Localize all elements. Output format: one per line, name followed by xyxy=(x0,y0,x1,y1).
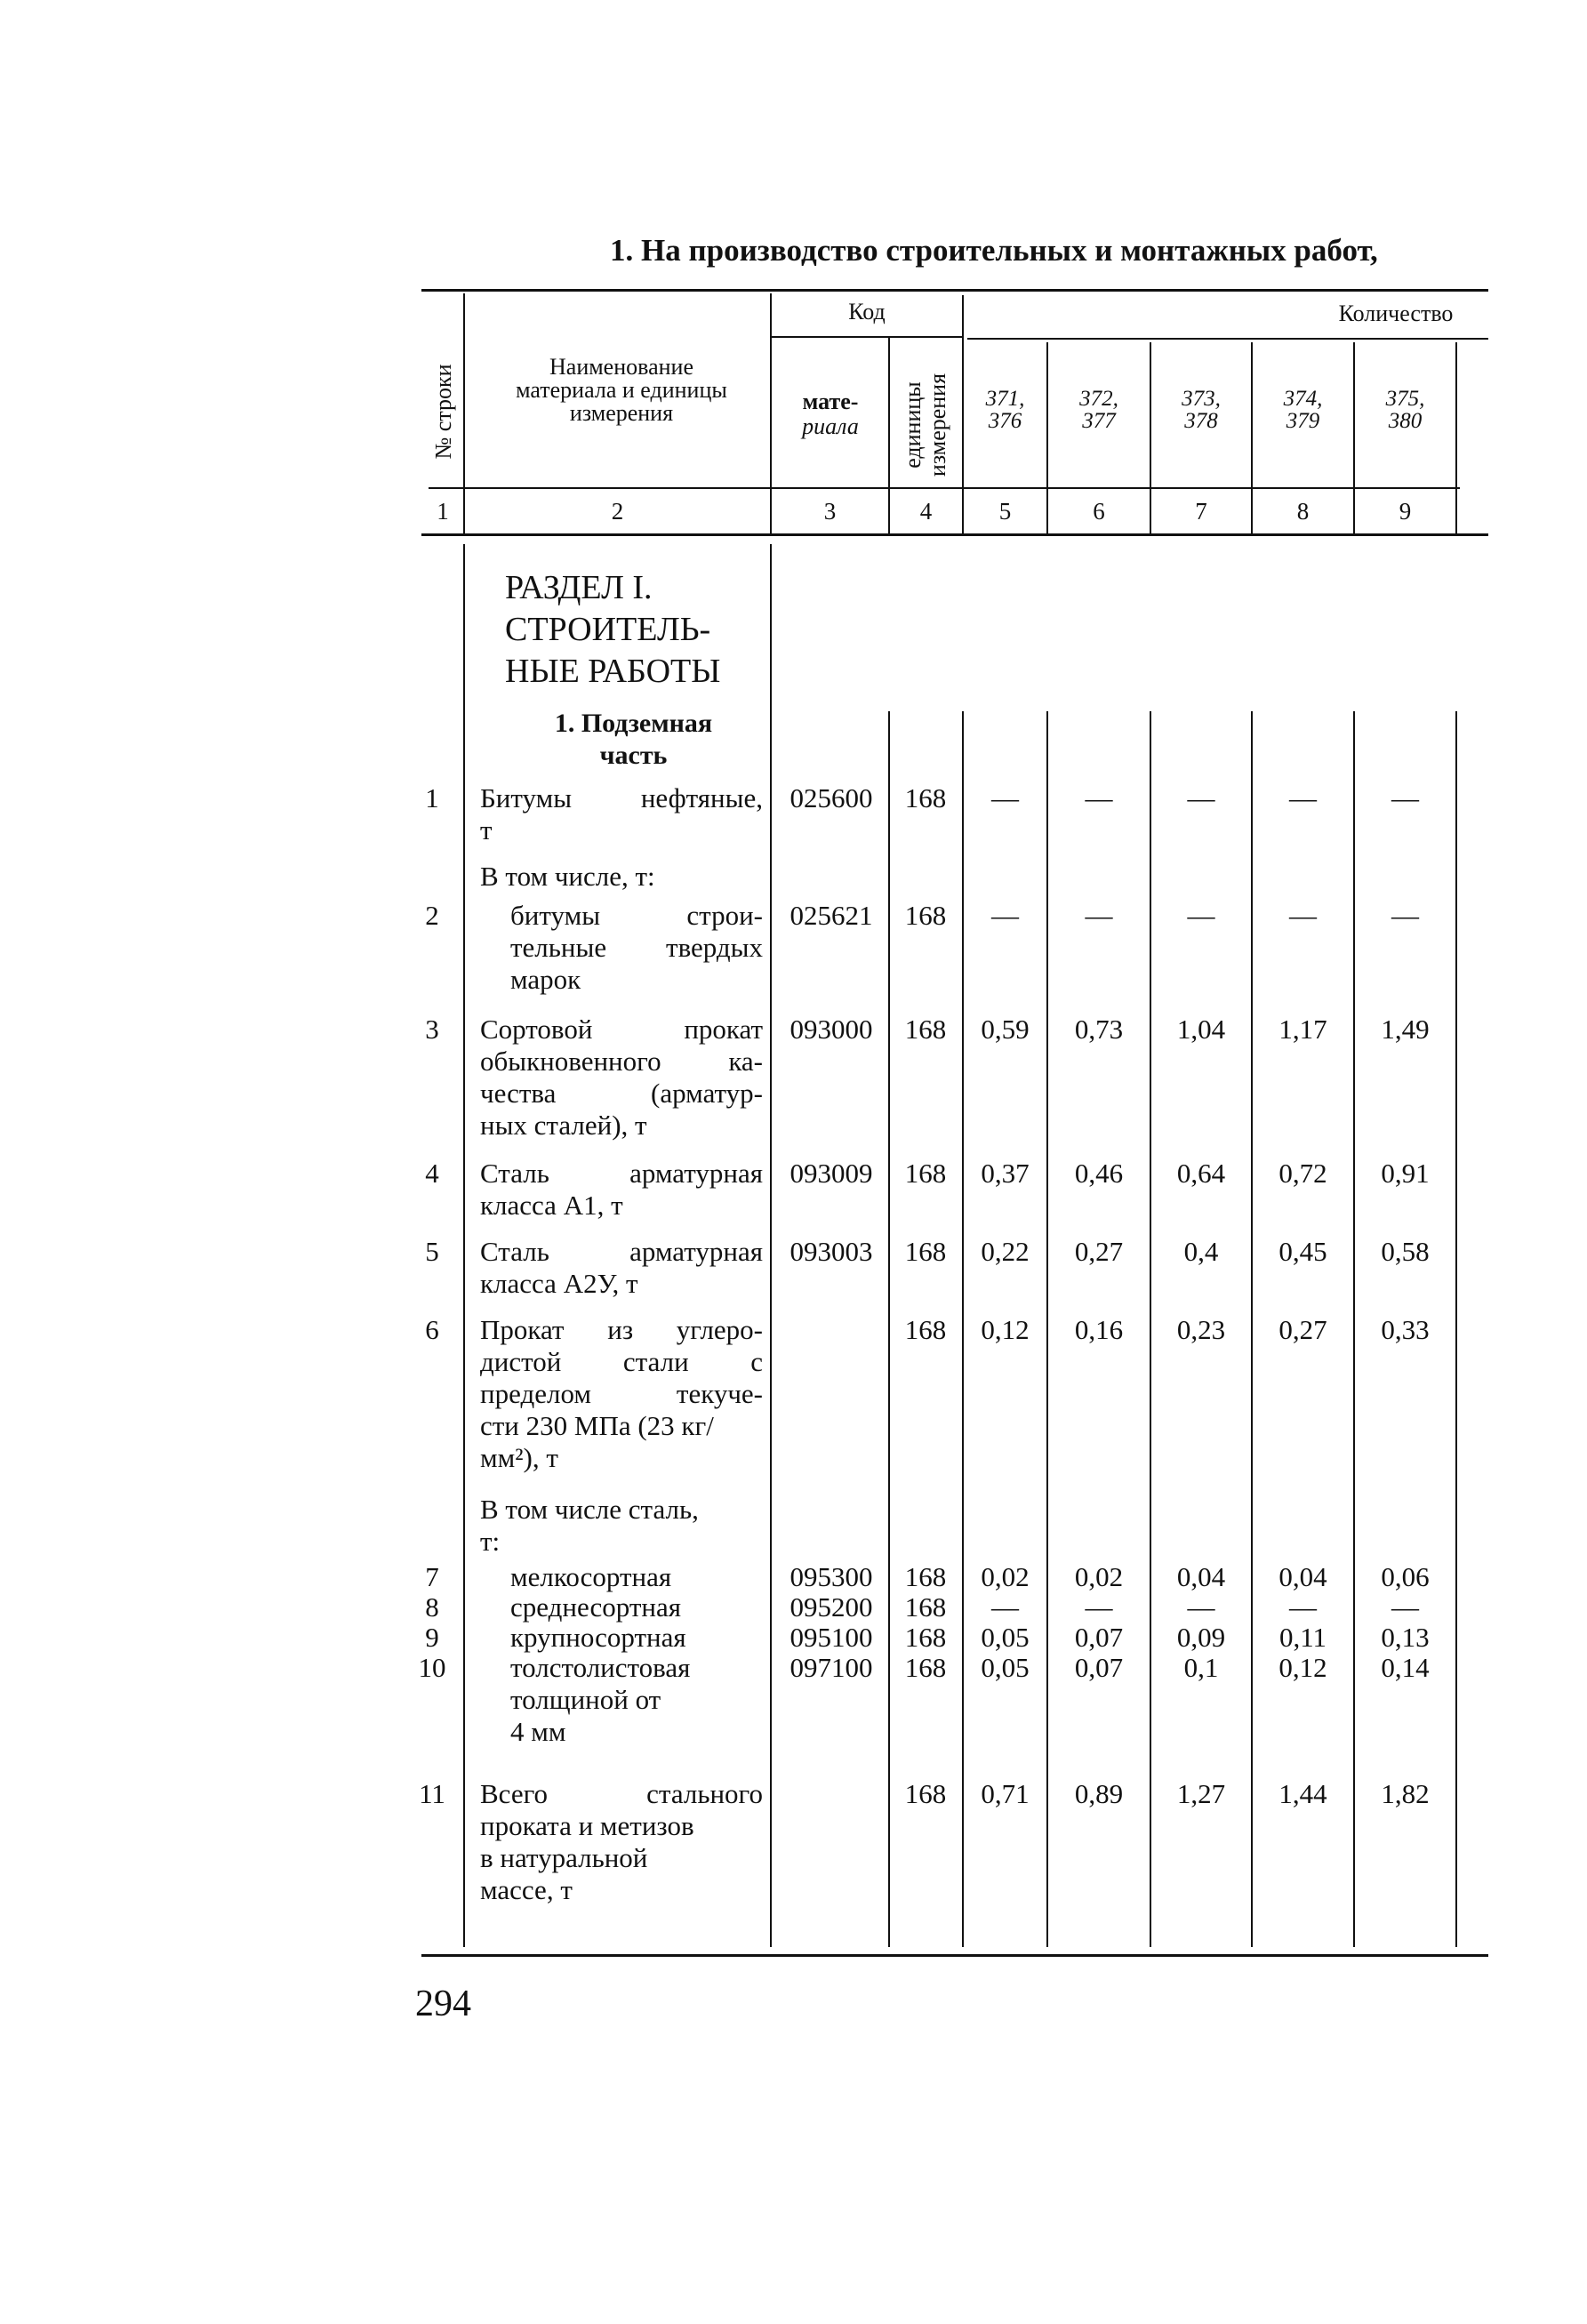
row-name-line: Прокат из углеро- xyxy=(480,1314,763,1345)
row-name-line: марок xyxy=(510,964,581,995)
header-quantity-line: 380 xyxy=(1388,409,1423,433)
row-name xyxy=(480,1778,763,1906)
row-value: — xyxy=(1085,900,1113,931)
row-value: 0,09 xyxy=(1176,1622,1226,1653)
row-code: 095100 xyxy=(789,1622,873,1653)
body-divider-1-2 xyxy=(463,544,465,1947)
row-value: 0,23 xyxy=(1176,1314,1226,1345)
header-code-material xyxy=(773,389,887,439)
header-quantity-line: 378 xyxy=(1184,409,1218,433)
row-value: 0,14 xyxy=(1381,1652,1430,1683)
row-value: 0,07 xyxy=(1074,1622,1124,1653)
row-number: 8 xyxy=(425,1591,439,1623)
row-value: 0,12 xyxy=(981,1314,1030,1345)
header-name xyxy=(480,356,763,425)
row-value: — xyxy=(1289,782,1317,813)
column-number: 2 xyxy=(611,498,624,525)
row-code: 025600 xyxy=(789,782,873,813)
row-value: — xyxy=(1187,782,1215,813)
row-unit: 168 xyxy=(904,1652,947,1683)
row-name-line: сти 230 МПа xyxy=(480,1410,631,1441)
header-name-line: материала и единицы xyxy=(516,377,727,403)
row-number: 6 xyxy=(425,1314,439,1345)
header-quantity-col-9 xyxy=(1355,388,1455,432)
row-name-line: 4 мм xyxy=(510,1716,566,1747)
row-value: 1,49 xyxy=(1381,1014,1430,1045)
row-name xyxy=(480,861,763,893)
header-quantity: Количество xyxy=(1338,301,1454,326)
subsection-title-line: часть xyxy=(599,741,668,770)
section-title-line: НЫЕ РАБОТЫ xyxy=(505,653,721,690)
row-value: 0,04 xyxy=(1176,1561,1226,1592)
row-value: 0,12 xyxy=(1278,1652,1327,1683)
row-value: — xyxy=(1085,1591,1113,1623)
column-number: 6 xyxy=(1093,498,1105,525)
row-name xyxy=(480,1314,763,1474)
row-code: 093003 xyxy=(789,1236,873,1267)
row-name-line: т: xyxy=(480,1526,501,1557)
row-name-line: класса А2У, т xyxy=(480,1268,638,1299)
row-unit: 168 xyxy=(904,1014,947,1045)
row-value: 0,06 xyxy=(1381,1561,1430,1592)
header-code-material-line: риала xyxy=(802,413,859,439)
header-quantity-line: 376 xyxy=(988,409,1022,433)
row-value: 0,46 xyxy=(1074,1158,1124,1189)
column-number: 3 xyxy=(823,498,837,525)
row-name-line: т xyxy=(480,814,493,845)
row-unit: 168 xyxy=(904,1622,947,1653)
row-name-line: Битумы нефтяные, xyxy=(480,782,763,813)
header-quantity-line: 372, xyxy=(1079,387,1118,411)
row-code: 095300 xyxy=(789,1561,873,1592)
row-name xyxy=(510,1591,763,1623)
row-value: 0,4 xyxy=(1183,1236,1219,1267)
row-value: 0,64 xyxy=(1176,1158,1226,1189)
section-title xyxy=(505,567,720,693)
row-number: 5 xyxy=(425,1236,439,1267)
row-name-line: мелкосортная xyxy=(510,1561,672,1592)
row-value: 0,05 xyxy=(981,1622,1030,1653)
row-name xyxy=(480,1494,763,1558)
row-value: — xyxy=(1391,900,1419,931)
row-value: — xyxy=(1187,1591,1215,1623)
col-divider-9-end xyxy=(1455,342,1457,533)
table-top-rule xyxy=(421,289,1488,292)
quantity-header-rule xyxy=(967,338,1488,340)
row-value: 0,1 xyxy=(1183,1652,1219,1683)
row-value: 1,82 xyxy=(1381,1778,1430,1809)
row-name-line: тельные твердых xyxy=(510,932,763,963)
header-code: Код xyxy=(848,299,886,325)
row-number: 4 xyxy=(425,1158,439,1189)
row-unit: 168 xyxy=(904,1561,947,1592)
body-divider-9-end xyxy=(1455,711,1457,1947)
header-quantity-line: 375, xyxy=(1385,387,1425,411)
page-title: 1. На производство строительных и монтажных работ, xyxy=(610,233,1378,268)
row-value: 0,16 xyxy=(1074,1314,1124,1345)
row-name-line: Сортовой прокат xyxy=(480,1014,763,1045)
row-value: 0,07 xyxy=(1074,1652,1124,1683)
row-number: 11 xyxy=(419,1778,445,1809)
row-value: — xyxy=(991,1591,1019,1623)
row-name-line: в натуральной xyxy=(480,1842,648,1873)
row-name xyxy=(480,1014,763,1142)
row-unit: 168 xyxy=(904,1314,947,1345)
row-unit: 168 xyxy=(904,900,947,931)
row-value: 0,22 xyxy=(981,1236,1030,1267)
code-header-rule xyxy=(772,336,964,338)
row-name-line: толщиной от xyxy=(510,1684,661,1715)
row-value: 0,71 xyxy=(981,1778,1030,1809)
header-quantity-line: 379 xyxy=(1286,409,1320,433)
header-quantity-line: 373, xyxy=(1182,387,1221,411)
row-name xyxy=(510,900,763,996)
row-value: 1,04 xyxy=(1176,1014,1226,1045)
row-name xyxy=(510,1652,763,1748)
row-value: — xyxy=(991,900,1019,931)
section-title-line: СТРОИТЕЛЬ- xyxy=(505,611,711,648)
row-name-line: Сталь арматурная xyxy=(480,1236,763,1267)
column-number: 9 xyxy=(1399,498,1412,525)
row-unit: 168 xyxy=(904,1158,947,1189)
row-name-line: чества (арматур- xyxy=(480,1078,763,1109)
row-value: 0,27 xyxy=(1278,1314,1327,1345)
row-name-line: ных сталей), т xyxy=(480,1110,647,1141)
row-value: 0,72 xyxy=(1278,1158,1327,1189)
row-value: — xyxy=(991,782,1019,813)
header-row-number: № строки xyxy=(430,364,456,460)
column-number: 5 xyxy=(998,498,1012,525)
row-name-line: дистой стали с xyxy=(480,1346,763,1377)
row-code: 025621 xyxy=(789,900,873,931)
row-name-line: В том числе сталь, xyxy=(480,1494,699,1525)
row-name-line: класса А1, т xyxy=(480,1190,623,1221)
row-name-line: толстолистовая xyxy=(510,1652,691,1683)
body-divider-3-4 xyxy=(888,711,890,1947)
row-value: 0,27 xyxy=(1074,1236,1124,1267)
header-name-line: измерения xyxy=(569,400,674,426)
header-quantity-line: 371, xyxy=(985,387,1025,411)
row-code: 097100 xyxy=(789,1652,873,1683)
header-quantity-line: 374, xyxy=(1283,387,1323,411)
row-name-line: обыкновенного ка- xyxy=(480,1046,763,1077)
row-value: 0,58 xyxy=(1381,1236,1430,1267)
row-name-line: Сталь арматурная xyxy=(480,1158,763,1189)
row-name xyxy=(480,1236,763,1300)
row-name-line: крупносортная xyxy=(510,1622,686,1653)
row-value: 0,05 xyxy=(981,1652,1030,1683)
row-value: 0,11 xyxy=(1278,1622,1327,1653)
row-value: 0,45 xyxy=(1278,1236,1327,1267)
row-value: 0,04 xyxy=(1278,1561,1327,1592)
row-value: 0,59 xyxy=(981,1014,1030,1045)
row-number: 10 xyxy=(418,1652,446,1683)
subsection-title-line: 1. Подземная xyxy=(554,709,713,738)
row-value: 0,37 xyxy=(981,1158,1030,1189)
row-code: 093009 xyxy=(789,1158,873,1189)
table-bottom-rule xyxy=(421,1954,1488,1957)
header-quantity-col-7 xyxy=(1151,388,1251,432)
row-unit: 168 xyxy=(904,1591,947,1623)
row-value: — xyxy=(1085,782,1113,813)
row-value: 0,02 xyxy=(1074,1561,1124,1592)
row-name-line: проката и метизов xyxy=(480,1810,694,1841)
header-code-unit xyxy=(901,358,954,492)
page-number: 294 xyxy=(415,1983,471,2024)
row-code: 095200 xyxy=(789,1591,873,1623)
row-value: 0,73 xyxy=(1074,1014,1124,1045)
header-code-unit-line: измерения xyxy=(925,373,950,477)
row-name xyxy=(480,1158,763,1222)
row-name-line: (23 кг/мм²), т xyxy=(480,1410,714,1473)
row-value: 0,33 xyxy=(1381,1314,1430,1345)
header-quantity-col-6 xyxy=(1048,388,1150,432)
row-value: 0,13 xyxy=(1381,1622,1430,1653)
row-name xyxy=(510,1561,763,1593)
column-number: 8 xyxy=(1296,498,1310,525)
row-value: — xyxy=(1289,1591,1317,1623)
header-name-line: Наименование xyxy=(549,354,693,380)
row-value: 0,02 xyxy=(981,1561,1030,1592)
row-name xyxy=(480,782,763,846)
row-value: 0,91 xyxy=(1381,1158,1430,1189)
column-number: 1 xyxy=(437,498,449,525)
colnum-bottom-rule xyxy=(421,533,1488,536)
row-name-line: пределом текуче- xyxy=(480,1378,763,1409)
header-code-unit-line: единицы xyxy=(900,381,926,469)
row-value: 0,89 xyxy=(1074,1778,1124,1809)
row-value: 1,17 xyxy=(1278,1014,1327,1045)
header-code-material-line: мате- xyxy=(802,389,859,414)
row-number: 2 xyxy=(425,900,439,931)
row-unit: 168 xyxy=(904,1236,947,1267)
header-quantity-col-8 xyxy=(1253,388,1353,432)
row-number: 1 xyxy=(425,782,439,813)
row-name-line: Всего стального xyxy=(480,1778,763,1809)
row-number: 7 xyxy=(425,1561,439,1592)
row-number: 9 xyxy=(425,1622,439,1653)
body-divider-2-3 xyxy=(770,544,772,1947)
row-unit: 168 xyxy=(904,1778,947,1809)
row-name-line: массе, т xyxy=(480,1874,573,1905)
row-value: 1,27 xyxy=(1176,1778,1226,1809)
row-name-line: В том числе, т: xyxy=(480,861,655,892)
row-code: 093000 xyxy=(789,1014,873,1045)
header-quantity-col-5 xyxy=(964,388,1046,432)
subsection-title xyxy=(511,708,756,772)
row-number: 3 xyxy=(425,1014,439,1045)
column-number: 7 xyxy=(1195,498,1207,525)
column-number: 4 xyxy=(919,498,933,525)
row-unit: 168 xyxy=(904,782,947,813)
header-quantity-line: 377 xyxy=(1082,409,1116,433)
row-value: — xyxy=(1289,900,1317,931)
row-value: — xyxy=(1391,782,1419,813)
row-name xyxy=(510,1622,763,1654)
section-title-line: РАЗДЕЛ I. xyxy=(505,569,653,606)
row-value: — xyxy=(1391,1591,1419,1623)
row-name-line: битумы строи- xyxy=(510,900,763,931)
row-name-line: среднесортная xyxy=(510,1591,682,1623)
row-value: 1,44 xyxy=(1278,1778,1327,1809)
row-value: — xyxy=(1187,900,1215,931)
